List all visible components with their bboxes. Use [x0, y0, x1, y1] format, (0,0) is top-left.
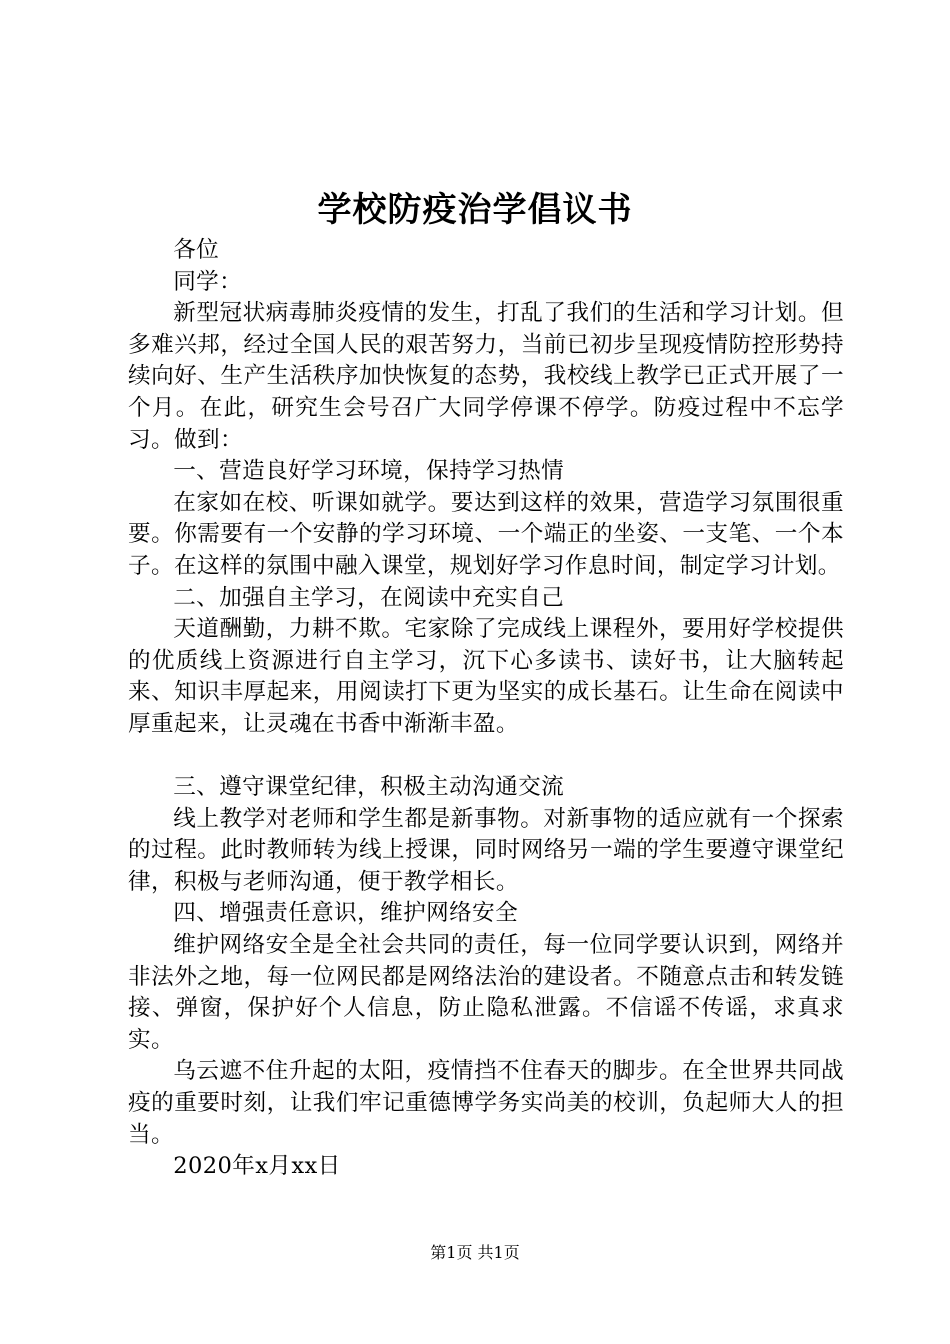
salutation-line-2: 同学：: [173, 268, 243, 295]
section-heading-4: 四、增强责任意识，维护网络安全: [173, 900, 519, 927]
document-title: 学校防疫治学倡议书: [317, 190, 633, 230]
section-heading-3: 三、遵守课堂纪律，积极主动沟通交流: [173, 774, 565, 801]
document-body: [128, 235, 844, 1183]
blank-line: [128, 741, 844, 773]
section-paragraph-2: 天道酬勤，力耕不欺。宅家除了完成线上课程外，要用好学校提供的优质线上资源进行自主学习，沉下心多读书、读好书，让大脑转起来、知识丰厚起来，用阅读打下更为坚实的成长基石。让生命在阅读中厚重起来，让灵魂在书香中渐渐丰盈。: [128, 616, 844, 737]
closing-paragraph: 乌云遮不住升起的太阳，疫情挡不住春天的脚步。在全世界共同战疫的重要时刻，让我们牢记重德博学务实尚美的校训，负起师大人的担当。: [128, 1058, 844, 1148]
section-paragraph-4: 维护网络安全是全社会共同的责任，每一位同学要认识到，网络并非法外之地，每一位网民都是网络法治的建设者。不随意点击和转发链接、弹窗，保护好个人信息，防止隐私泄露。不信谣不传谣，求真求实。: [128, 932, 844, 1053]
intro-paragraph: 新型冠状病毒肺炎疫情的发生，打乱了我们的生活和学习计划。但多难兴邦，经过全国人民的艰苦努力，当前已初步呈现疫情防控形势持续向好、生产生活秩序加快恢复的态势，我校线上教学已正式开展了一个月。在此，研究生会号召广大同学停课不停学。防疫过程中不忘学习。做到：: [128, 300, 844, 453]
section-paragraph-3: 线上教学对老师和学生都是新事物。对新事物的适应就有一个探索的过程。此时教师转为线上授课，同时网络另一端的学生要遵守课堂纪律，积极与老师沟通，便于教学相长。: [128, 805, 844, 895]
salutation-line-1: 各位: [173, 237, 220, 263]
section-heading-2: 二、加强自主学习，在阅读中充实自己: [173, 584, 565, 611]
page-number-footer: 第1页 共1页: [430, 1243, 520, 1262]
section-paragraph-1: 在家如在校、听课如就学。要达到这样的效果，营造学习氛围很重要。你需要有一个安静的学习环境、一个端正的坐姿、一支笔、一个本子。在这样的氛围中融入课堂，规划好学习作息时间，制定学习计划。: [128, 489, 844, 579]
document-date: 2020年x月xx日: [173, 1153, 341, 1180]
section-heading-1: 一、营造良好学习环境，保持学习热情: [173, 458, 565, 485]
